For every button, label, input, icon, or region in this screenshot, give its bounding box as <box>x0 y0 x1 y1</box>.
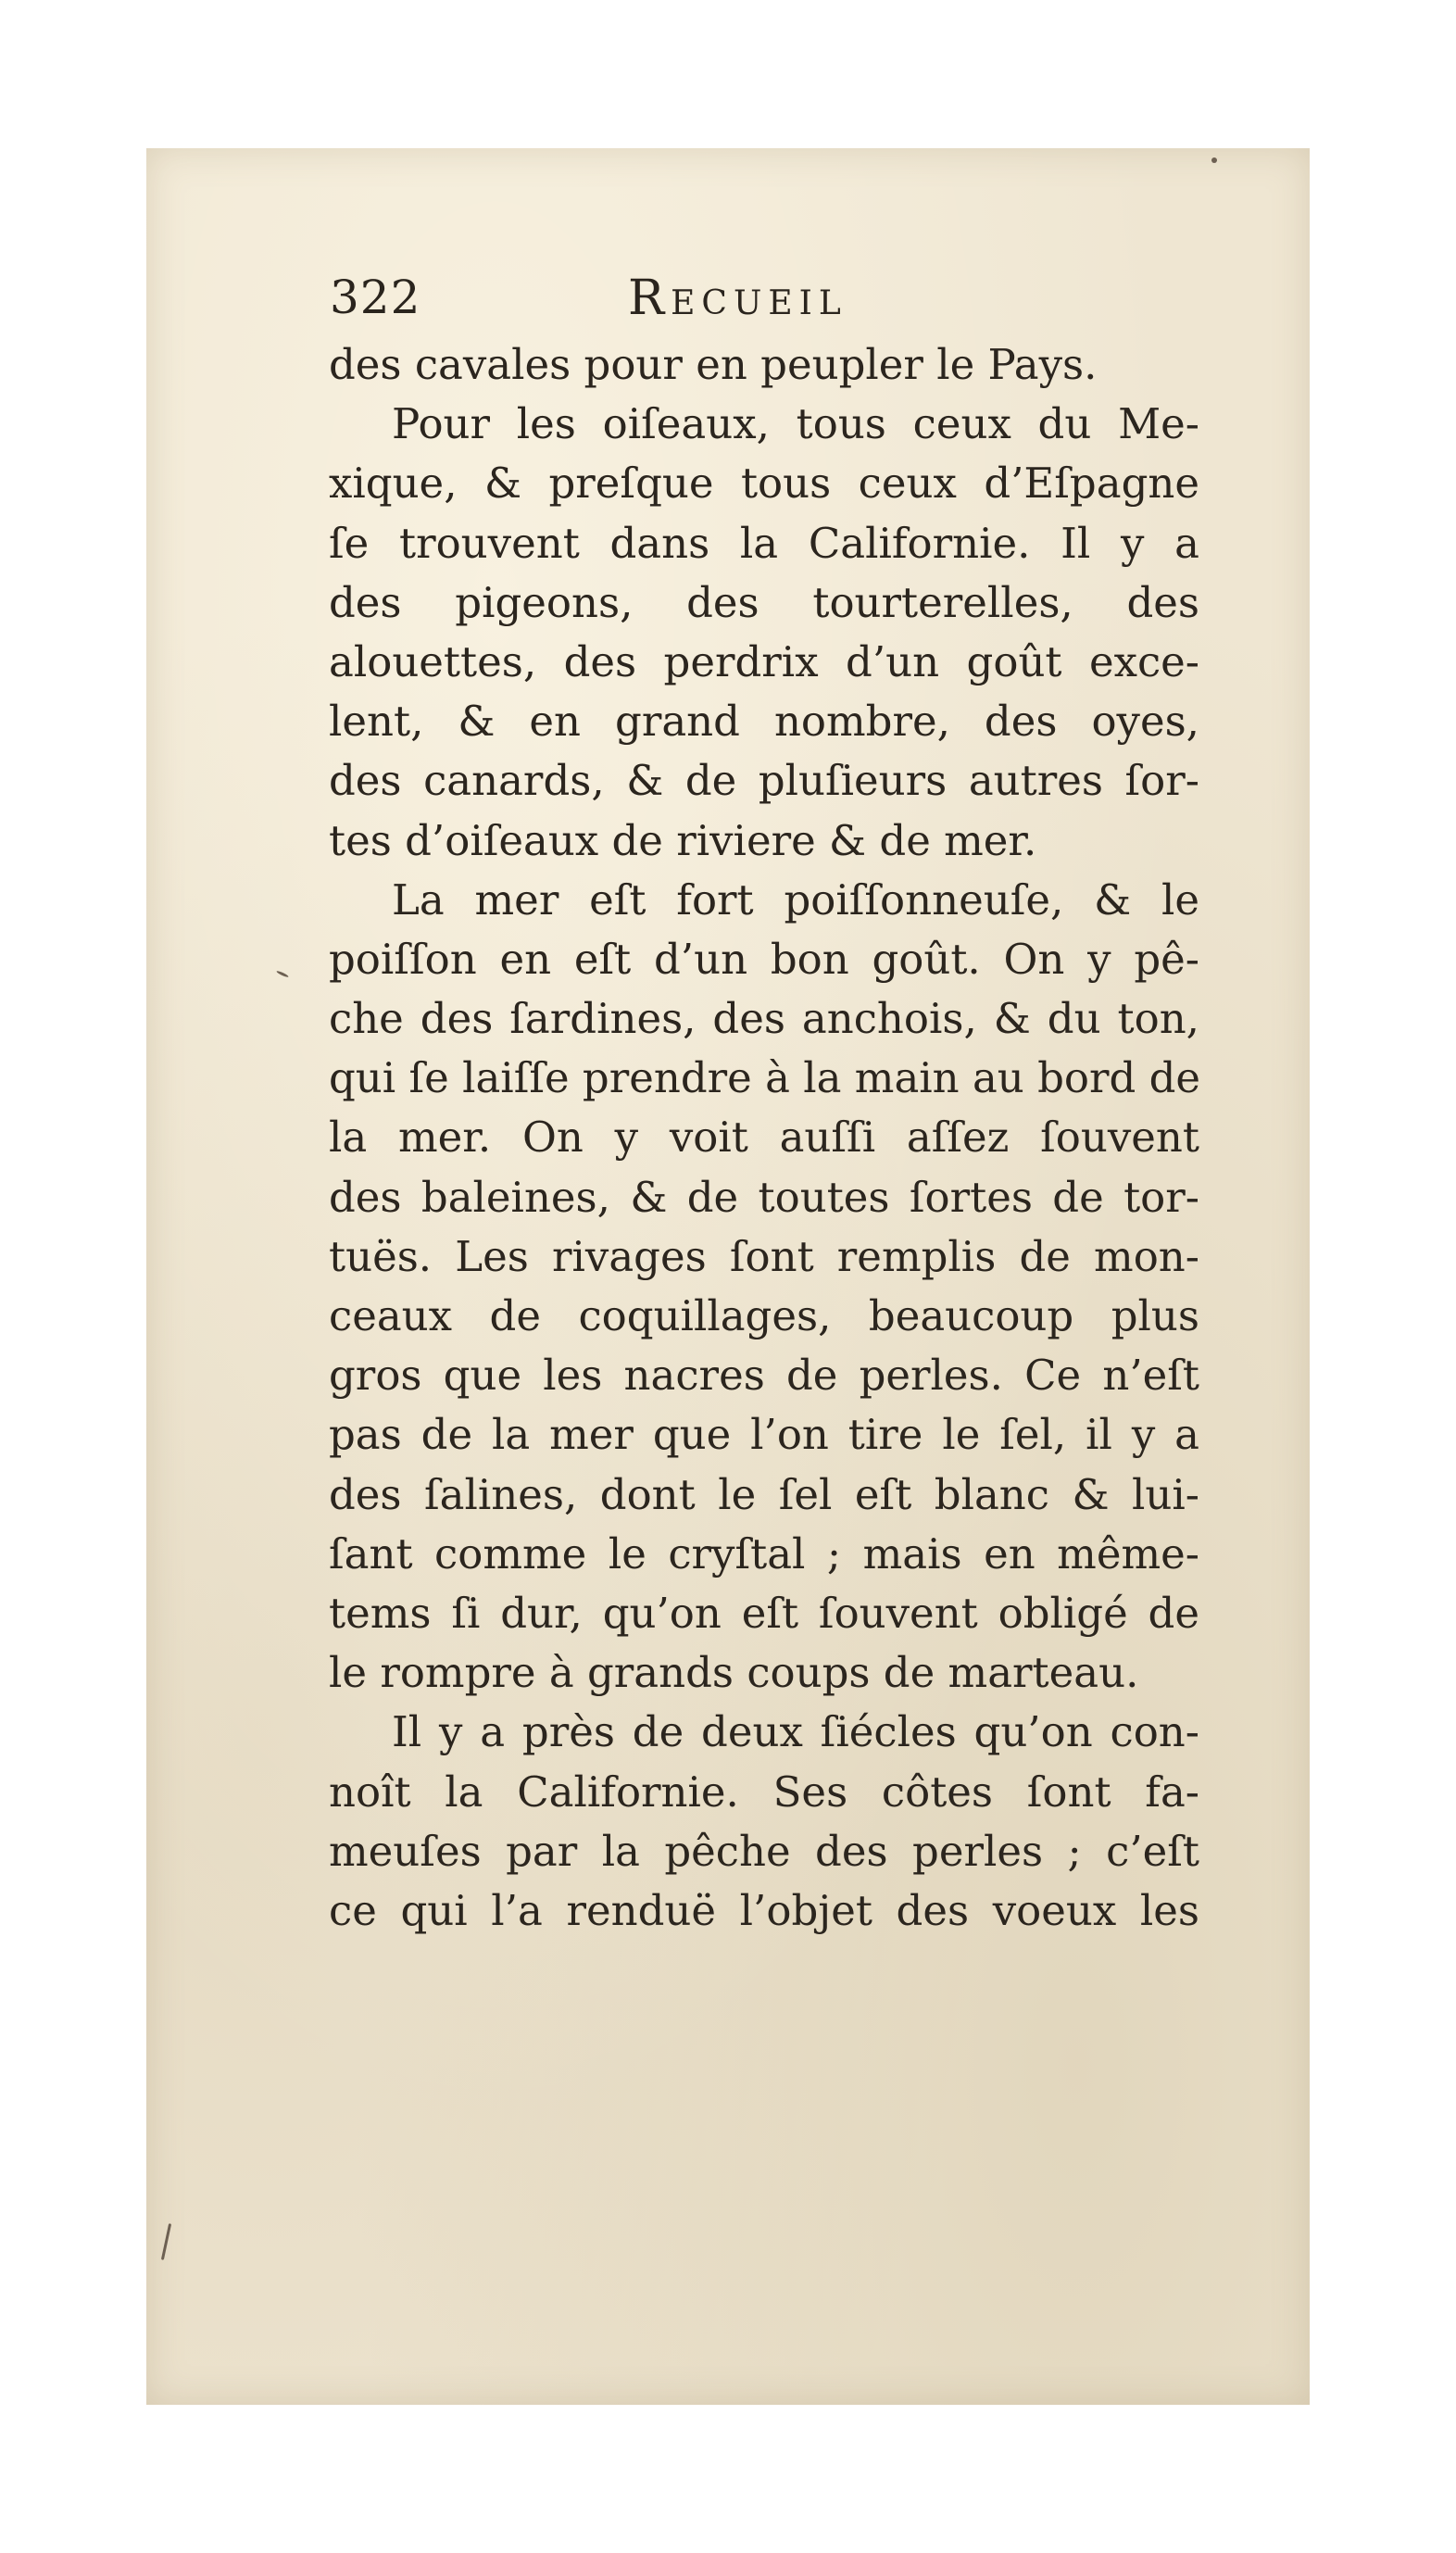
text-line: des pigeons, des tourterelles, des <box>329 577 1199 627</box>
text-line: tuës. Les rivages ſont remplis de mon- <box>329 1231 1199 1281</box>
running-head <box>330 270 941 335</box>
page-number: 322 <box>330 270 421 324</box>
text-line: des canards, & de pluſieurs autres ſor- <box>329 756 1199 806</box>
body-text <box>329 335 1199 1941</box>
text-line: le rompre à grands coups de marteau. <box>329 1648 1139 1698</box>
text-line: ſant comme le cryſtal ; mais en même- <box>329 1528 1199 1578</box>
text-line: La mer eſt fort poiſſonneuſe, & le <box>392 874 1199 924</box>
text-line: alouettes, des perdrix d’un goût exce- <box>329 636 1199 686</box>
ink-speck <box>276 970 289 978</box>
text-line: Il y a près de deux ſiécles qu’on con- <box>392 1707 1199 1757</box>
text-line: poiſſon en eſt d’un bon goût. On y pê- <box>329 934 1199 984</box>
text-line: xique, & preſque tous ceux d’Eſpagne <box>329 459 1199 509</box>
running-title: Recueil <box>628 270 847 326</box>
text-line: tems ſi dur, qu’on eſt ſouvent obligé de <box>329 1588 1199 1638</box>
text-line: noît la Californie. Ses côtes ſont fa- <box>329 1767 1199 1817</box>
text-line: gros que les nacres de perles. Ce n’eſt <box>329 1351 1199 1401</box>
text-line: ſe trouvent dans la Californie. Il y a <box>329 518 1199 568</box>
text-line: la mer. On y voit auſſi aſſez ſouvent <box>329 1113 1199 1163</box>
text-line: lent, & en grand nombre, des oyes, <box>329 697 1199 747</box>
text-line: des cavales pour en peupler le Pays. <box>329 340 1098 389</box>
ink-speck <box>1211 157 1217 163</box>
text-line: Pour les oiſeaux, tous ceux du Me- <box>392 399 1199 449</box>
text-line: ceaux de coquillages, beaucoup plus <box>329 1291 1199 1340</box>
ink-speck <box>161 2223 171 2260</box>
text-line: des baleines, & de toutes ſortes de tor- <box>329 1172 1199 1222</box>
text-line: qui ſe laiſſe prendre à la main au bord de <box>329 1053 1201 1103</box>
text-line: meuſes par la pêche des perles ; c’eſt <box>329 1826 1199 1876</box>
text-line: che des ſardines, des anchois, & du ton, <box>329 994 1199 1044</box>
text-line: des ſalines, dont le ſel eſt blanc & lui- <box>329 1469 1199 1519</box>
text-line: pas de la mer que l’on tire le ſel, il y a <box>329 1410 1199 1460</box>
text-line: ce qui l’a renduë l’objet des voeux les <box>329 1885 1199 1935</box>
text-line: tes d’oiſeaux de riviere & de mer. <box>329 815 1037 865</box>
